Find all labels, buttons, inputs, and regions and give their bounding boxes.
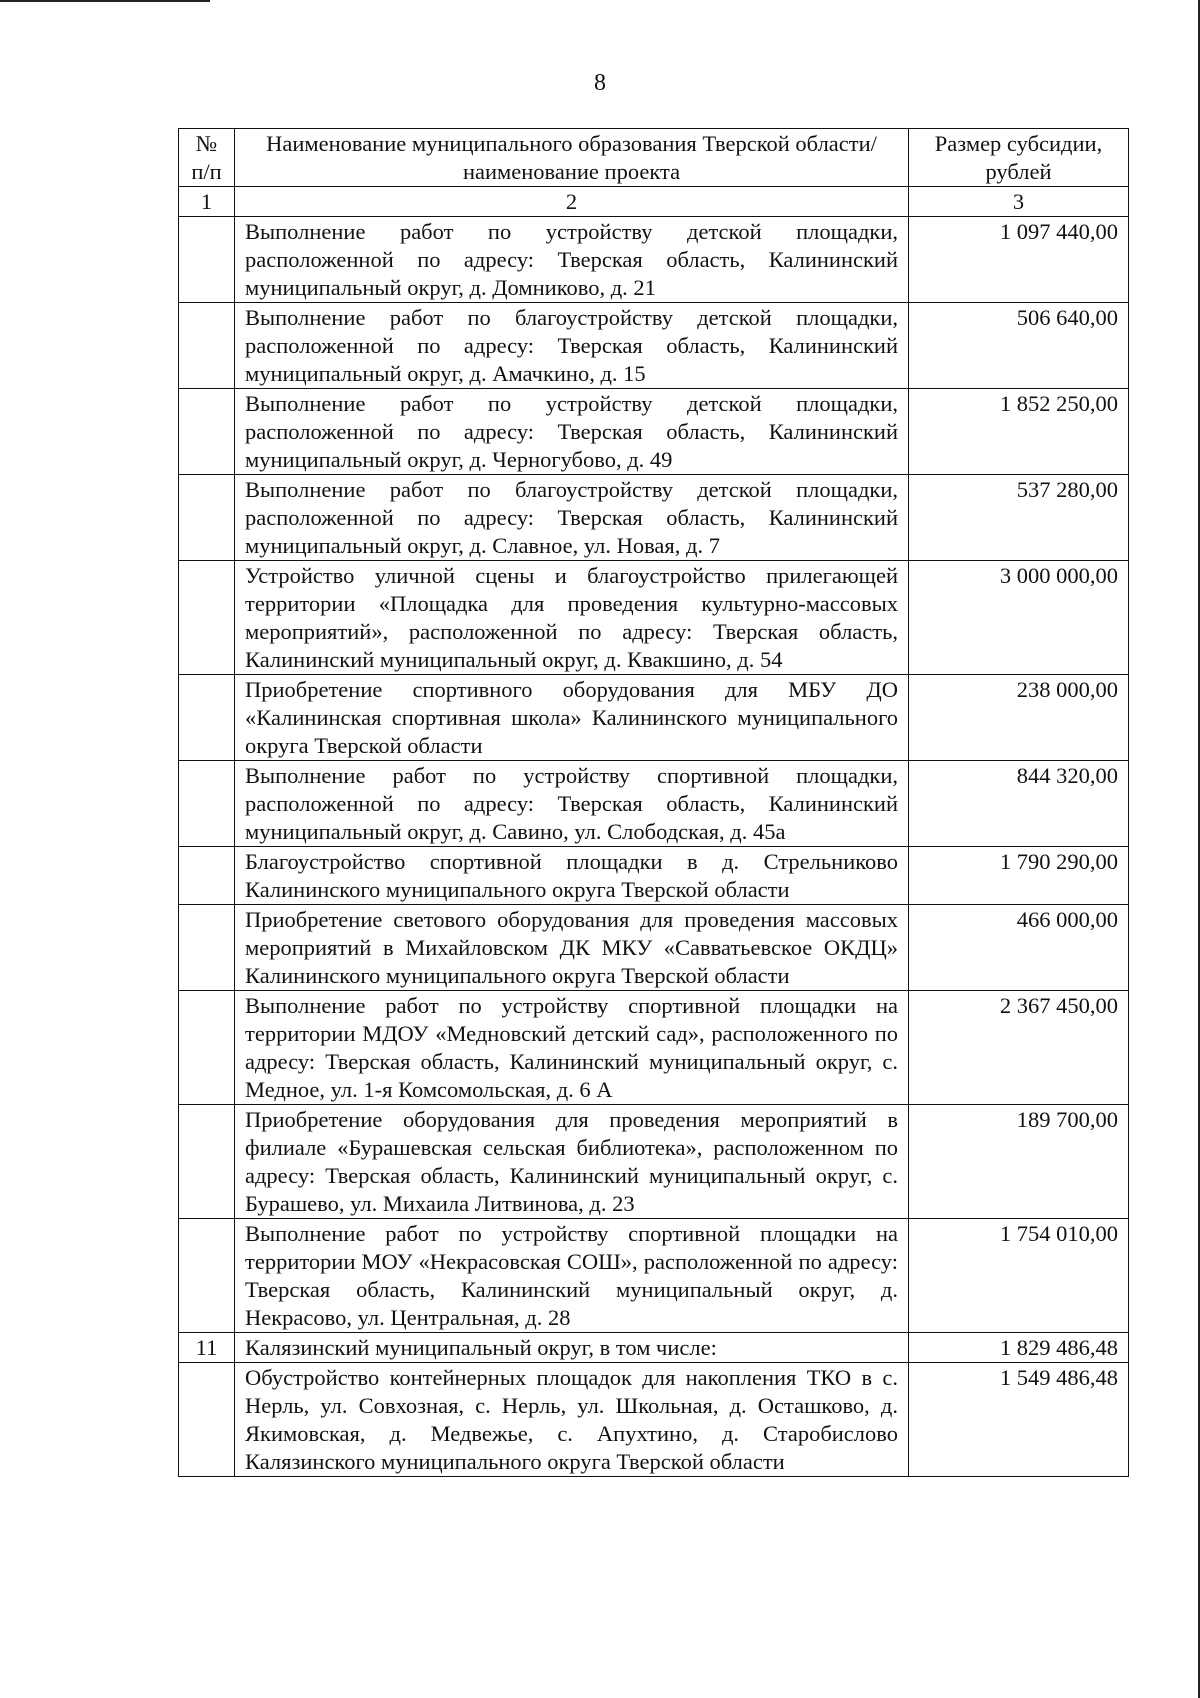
table-row xyxy=(179,1105,1129,1219)
header-row xyxy=(179,129,1129,187)
table-header xyxy=(179,129,1129,217)
row-amount: 238 000,00 xyxy=(909,675,1129,761)
header-amount: Размер субсидии, рублей xyxy=(909,129,1129,187)
table-row xyxy=(179,991,1129,1105)
row-name: Выполнение работ по устройству детской площадки, расположенной по адресу: Тверская область, Калининский муниципальный округ, д. Домниково, д. 21 xyxy=(235,217,909,303)
column-number: 3 xyxy=(909,187,1129,217)
row-amount: 189 700,00 xyxy=(909,1105,1129,1219)
row-num xyxy=(179,905,235,991)
row-name: Приобретение спортивного оборудования для МБУ ДО «Калининская спортивная школа» Калининского муниципального округа Тверской области xyxy=(235,675,909,761)
column-number-row xyxy=(179,187,1129,217)
table-row xyxy=(179,905,1129,991)
row-name: Приобретение светового оборудования для проведения массовых мероприятий в Михайловском ДК МКУ «Савватьевское ОКДЦ» Калининского муниципального округа Тверской области xyxy=(235,905,909,991)
row-name: Выполнение работ по устройству детской площадки, расположенной по адресу: Тверская область, Калининский муниципальный округ, д. Черногубово, д. 49 xyxy=(235,389,909,475)
row-num xyxy=(179,991,235,1105)
row-name: Калязинский муниципальный округ, в том числе: xyxy=(235,1333,909,1363)
row-num xyxy=(179,675,235,761)
row-amount: 1 829 486,48 xyxy=(909,1333,1129,1363)
row-name: Выполнение работ по благоустройству детской площадки, расположенной по адресу: Тверская область, Калининский муниципальный округ, д. Славное, ул. Новая, д. 7 xyxy=(235,475,909,561)
row-amount: 506 640,00 xyxy=(909,303,1129,389)
table-row xyxy=(179,675,1129,761)
column-number: 2 xyxy=(235,187,909,217)
row-amount: 1 549 486,48 xyxy=(909,1363,1129,1477)
row-name: Выполнение работ по устройству спортивной площадки, расположенной по адресу: Тверская область, Калининский муниципальный округ, д. Савино, ул. Слободская, д. 45а xyxy=(235,761,909,847)
row-name: Выполнение работ по устройству спортивной площадки на территории МДОУ «Медновский детский сад», расположенного по адресу: Тверская область, Калининский муниципальный округ, с. Медное, ул. 1-я Комсомольская, д. 6 А xyxy=(235,991,909,1105)
scan-edge-top xyxy=(0,0,210,2)
row-name: Приобретение оборудования для проведения мероприятий в филиале «Бурашевская сельская библиотека», расположенном по адресу: Тверская область, Калининский муниципальный округ, с. Бурашево, ул. Михаила Литвинова, д. 23 xyxy=(235,1105,909,1219)
table-row xyxy=(179,561,1129,675)
table-row xyxy=(179,761,1129,847)
row-num xyxy=(179,1363,235,1477)
row-amount: 1 852 250,00 xyxy=(909,389,1129,475)
header-num: № п/п xyxy=(179,129,235,187)
row-num xyxy=(179,561,235,675)
row-num xyxy=(179,1219,235,1333)
row-amount: 844 320,00 xyxy=(909,761,1129,847)
table-row xyxy=(179,847,1129,905)
table-row xyxy=(179,389,1129,475)
row-amount: 1 754 010,00 xyxy=(909,1219,1129,1333)
row-name: Обустройство контейнерных площадок для накопления ТКО в с. Нерль, ул. Совхозная, с. Нерль, ул. Школьная, д. Осташково, д. Якимовская, д. Медвежье, с. Апухтино, д. Старобислово Калязинского муниципального округа Тверской области xyxy=(235,1363,909,1477)
row-num xyxy=(179,217,235,303)
row-name: Благоустройство спортивной площадки в д. Стрельниково Калининского муниципального округа Тверской области xyxy=(235,847,909,905)
row-num xyxy=(179,389,235,475)
table-row xyxy=(179,1219,1129,1333)
row-amount: 1 097 440,00 xyxy=(909,217,1129,303)
row-num xyxy=(179,475,235,561)
header-name: Наименование муниципального образования Тверской области/наименование проекта xyxy=(235,129,909,187)
row-name: Выполнение работ по устройству спортивной площадки на территории МОУ «Некрасовская СОШ», расположенной по адресу: Тверская область, Калининский муниципальный округ, д. Некрасово, ул. Центральная, д. 28 xyxy=(235,1219,909,1333)
table-row xyxy=(179,1333,1129,1363)
row-amount: 537 280,00 xyxy=(909,475,1129,561)
table-row xyxy=(179,475,1129,561)
page-number: 8 xyxy=(594,70,606,96)
row-name: Выполнение работ по благоустройству детской площадки, расположенной по адресу: Тверская область, Калининский муниципальный округ, д. Амачкино, д. 15 xyxy=(235,303,909,389)
row-amount: 2 367 450,00 xyxy=(909,991,1129,1105)
table-row xyxy=(179,1363,1129,1477)
row-amount: 3 000 000,00 xyxy=(909,561,1129,675)
table-body xyxy=(179,217,1129,1477)
row-num xyxy=(179,1105,235,1219)
table-row xyxy=(179,303,1129,389)
row-num xyxy=(179,761,235,847)
row-num: 11 xyxy=(179,1333,235,1363)
row-name: Устройство уличной сцены и благоустройство прилегающей территории «Площадка для проведения культурно-массовых мероприятий», расположенной по адресу: Тверская область, Калининский муниципальный округ, д. Квакшино, д. 54 xyxy=(235,561,909,675)
row-num xyxy=(179,847,235,905)
row-amount: 466 000,00 xyxy=(909,905,1129,991)
row-num xyxy=(179,303,235,389)
subsidy-table xyxy=(178,128,1129,1477)
row-amount: 1 790 290,00 xyxy=(909,847,1129,905)
column-number: 1 xyxy=(179,187,235,217)
table-row xyxy=(179,217,1129,303)
